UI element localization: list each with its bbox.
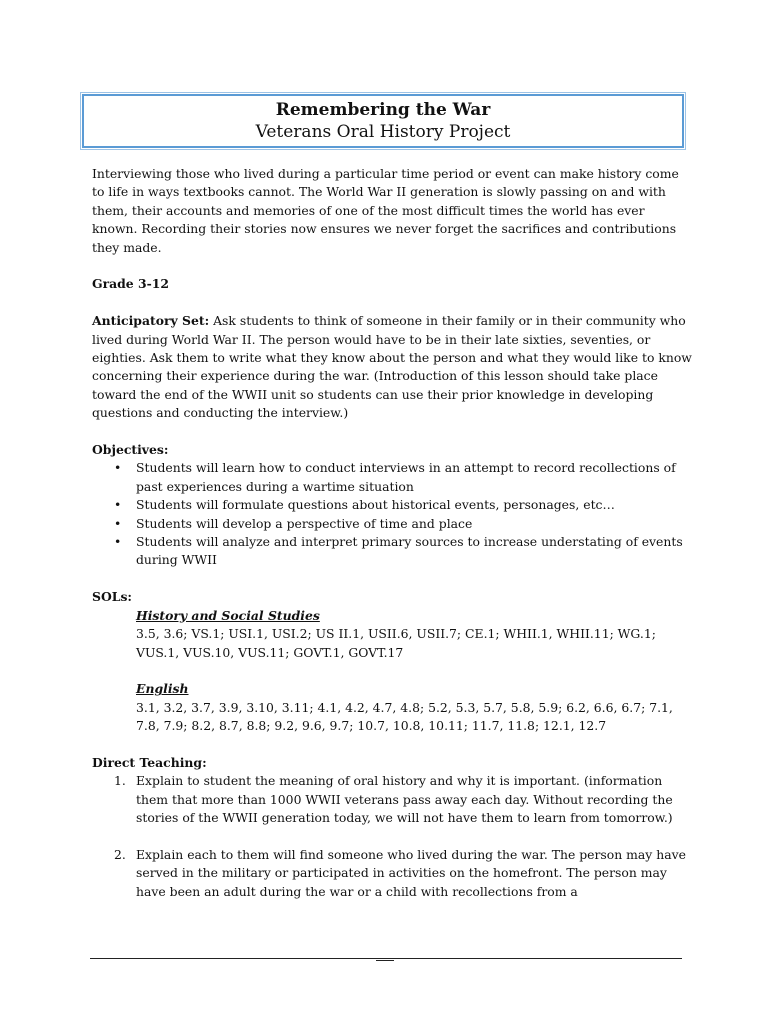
list-item: • Students will learn how to conduct interviews in an attempt to record recollections of past experiences during a wartime situation xyxy=(92,459,692,496)
list-item: • Students will formulate questions about historical events, personages, etc… xyxy=(92,496,692,514)
list-item: 1. Explain to student the meaning of oral history and why it is important. (information them that more than 1000 WWII veterans pass away each day. Without recording the stories of the WWII generation today, we will not have them to learn from tomorrow.) xyxy=(114,773,673,826)
english-subheading: English xyxy=(136,681,189,697)
grade-line xyxy=(92,275,692,293)
sols-english xyxy=(92,680,692,735)
anticipatory-label: Anticipatory Set: xyxy=(92,313,210,329)
footer-rule xyxy=(90,958,682,959)
objectives-list xyxy=(92,459,692,569)
footer-mark xyxy=(376,960,394,961)
list-item: • Students will develop a perspective of time and place xyxy=(92,515,692,533)
document-subtitle: Veterans Oral History Project xyxy=(255,122,511,142)
history-subheading: History and Social Studies xyxy=(136,607,320,623)
grade-label: Grade 3-12 xyxy=(92,276,170,292)
intro-paragraph: Interviewing those who lived during a particular time period or event can make history come to life in ways textbooks cannot. The World War II generation is slowly passing on and with them, their accounts and memories of one of the most difficult times the world has ever known. Recording their stories now ensures we never forget the sacrifices and contributions they made. xyxy=(92,166,679,255)
document-title: Remembering the War xyxy=(275,100,491,120)
sols-heading: SOLs: xyxy=(92,589,133,605)
english-standards: 3.1, 3.2, 3.7, 3.9, 3.10, 3.11; 4.1, 4.2, 4.7, 4.8; 5.2, 5.3, 5.7, 5.8, 5.9; 6.2, 6.6, 6.7; 7.1, 7.8, 7.9; 8.2, 8.7, 8.8; 9.2, 9.6, 9.7; 10.7, 10.8, 10.11; 11.7, 11.8; 12.1, 12.7 xyxy=(136,699,673,734)
title-box xyxy=(82,94,684,148)
anticipatory-paragraph xyxy=(92,312,692,422)
history-standards: 3.5, 3.6; VS.1; USI.1, USI.2; US II.1, USII.6, USII.7; CE.1; WHII.1, WHII.11; WG.1; VUS.1, VUS.10, VUS.11; GOVT.1, GOVT.17 xyxy=(136,626,656,660)
direct-teaching-list xyxy=(92,772,692,901)
sols-history xyxy=(92,607,692,662)
anticipatory-text: Ask students to think of someone in their family or in their community who lived during World War II. The person would have to be in their late sixties, seventies, or eighties. Ask them to write what they know about the person and what they would like to know concerning their experience during the war. (Introduction of this lesson should take place toward the end of the WWII unit so students can use their prior knowledge in developing questions and conducting the interview.) xyxy=(92,313,692,421)
objectives-heading: Objectives: xyxy=(92,442,169,458)
list-item: • Students will analyze and interpret primary sources to increase understating of events during WWII xyxy=(92,533,692,570)
direct-teaching-heading: Direct Teaching: xyxy=(92,754,207,770)
list-item: 2. Explain each to them will find someone who lived during the war. The person may have served in the military or participated in activities on the homefront. The person may have been an adult during the war or a child with recollections from a xyxy=(114,846,686,899)
document-body xyxy=(92,165,692,901)
